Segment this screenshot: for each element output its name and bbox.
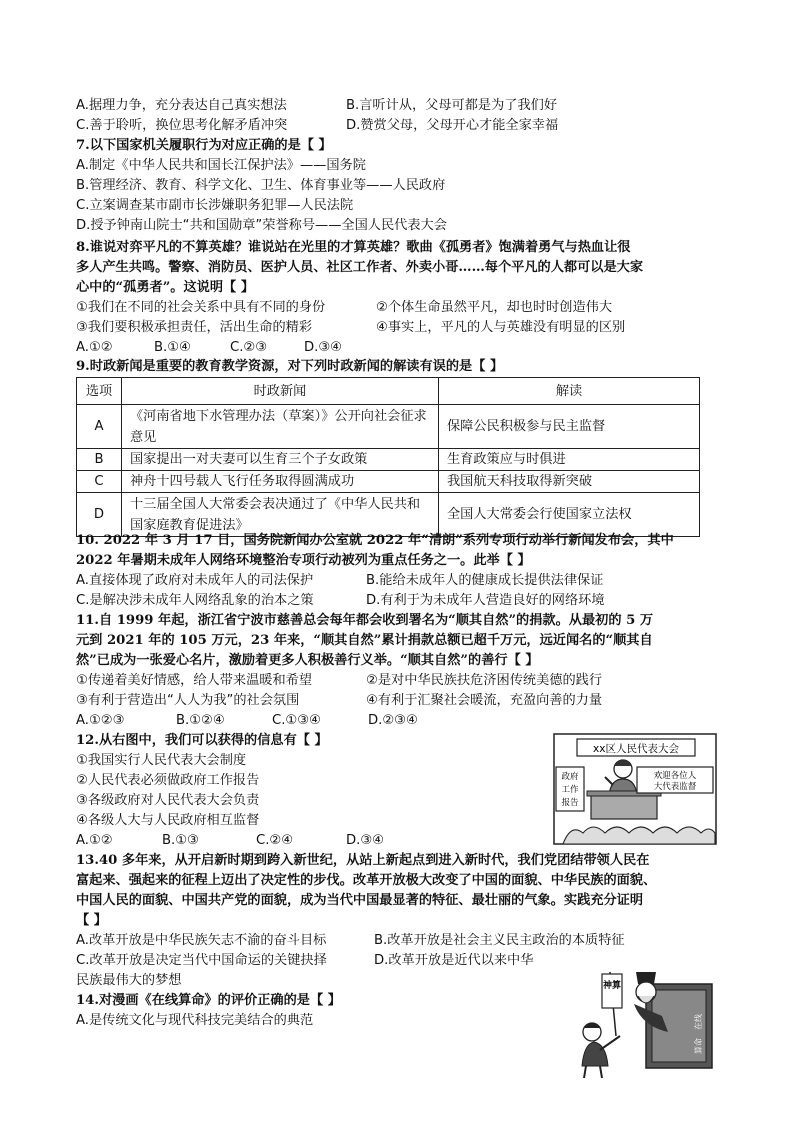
row-news: 神舟十四号载人飞行任务取得圆满成功 <box>122 471 439 493</box>
q7-stem: 7.以下国家机关履职行为对应正确的是【 】 <box>76 138 332 153</box>
q10-stem-line2: 2022 年暑期未成年人网络环境整治专项行动被列为重点任务之一。此举【 】 <box>76 553 531 568</box>
q11-statement-2: ②是对中华民族扶危济困传统美德的践行 <box>366 673 603 688</box>
q9-news-table <box>76 377 700 537</box>
table-header-interpretation: 解读 <box>439 378 700 405</box>
q7-option-a: A.制定《中华人民共和国长江保护法》——国务院 <box>76 158 366 173</box>
q10-option-c: C.是解决涉未成年人网络乱象的治本之策 <box>76 593 314 608</box>
table-row <box>77 493 700 537</box>
q7-option-d: D.授予钟南山院士“共和国勋章”荣誉称号——全国人民代表大会 <box>76 218 447 233</box>
q6-option-c: C.善于聆听，换位思考化解矛盾冲突 <box>76 118 288 133</box>
q11-option-c: C.①③④ <box>272 713 321 728</box>
q13-stem-line2: 富起来、强起来的征程上迈出了决定性的步伐。改革开放极大改变了中国的面貌、中华民族的面貌、 <box>76 873 657 888</box>
q11-option-d: D.②③④ <box>368 713 418 728</box>
q8-statement-4: ④事实上，平凡的人与英雄没有明显的区别 <box>376 320 626 335</box>
q6-option-b: B.言听计从，父母可都是为了我们好 <box>346 98 558 113</box>
table-header-news: 时政新闻 <box>122 378 439 405</box>
audience <box>563 827 715 844</box>
q10-option-d: D.有利于为未成年人营造良好的网络环境 <box>366 593 605 608</box>
q13-option-a: A.改革开放是中华民族矢志不渝的奋斗目标 <box>76 933 327 948</box>
q13-option-c: C.改革开放是决定当代中国命运的关键抉择 <box>76 953 327 968</box>
row-interpretation: 生育政策应与时俱进 <box>439 449 700 471</box>
q7-option-b: B.管理经济、教育、科学文化、卫生、体育事业等——人民政府 <box>76 178 446 193</box>
q11-stem-line3: 然”已成为一张爱心名片，激励着更多人积极善行义举。“顺其自然”的善行【 】 <box>76 653 539 668</box>
q14-stem: 14.对漫画《在线算命》的评价正确的是【 】 <box>76 993 341 1008</box>
q14-option-a: A.是传统文化与现代科技完美结合的典范 <box>76 1013 314 1028</box>
q6-option-a: A.据理力争，充分表达自己真实想法 <box>76 98 287 113</box>
q8-statement-1: ①我们在不同的社会关系中具有不同的身份 <box>76 300 326 315</box>
report-board-line3: 报告 <box>561 798 579 808</box>
q12-statement-4: ④各级人大与人民政府相互监督 <box>76 813 260 828</box>
q7-option-c: C.立案调查某市副市长涉嫌职务犯罪—人民法院 <box>76 198 354 213</box>
q12-statement-2: ②人民代表必须做政府工作报告 <box>76 773 260 788</box>
q12-statement-1: ①我国实行人民代表大会制度 <box>76 753 247 768</box>
q9-stem: 9.时政新闻是重要的教育教学资源，对下列时政新闻的解读有误的是【 】 <box>76 359 504 374</box>
q6-option-d: D.赞赏父母，父母开心才能全家幸福 <box>346 118 559 133</box>
q8-stem-line2: 多人产生共鸣。警察、消防员、医护人员、社区工作者、外卖小哥……每个平凡的人都可以是大家 <box>76 260 644 275</box>
q10-option-b: B.能给未成年人的健康成长提供法律保证 <box>366 573 604 588</box>
row-option: A <box>77 405 122 449</box>
q11-option-b: B.①②④ <box>176 713 225 728</box>
report-board-line2: 工作 <box>561 785 579 795</box>
q13-stem-line3: 中国人民的面貌、中国共产党的面貌，成为当代中国最显著的特征、最壮丽的气象。实践充分证明 <box>76 893 644 908</box>
q11-stem-line2: 元到 2021 年的 105 万元，23 年来，“顺其自然”累计捐款总额已超千万元，远近闻名的“顺其自 <box>76 633 653 648</box>
q12-option-d: D.③④ <box>346 833 384 848</box>
q13-option-d-continued: 民族最伟大的梦想 <box>76 973 182 988</box>
table-row <box>77 449 700 471</box>
q8-option-b: B.①④ <box>154 340 191 355</box>
row-news: 《河南省地下水管理办法（草案）》公开向社会征求意见 <box>122 405 439 449</box>
row-interpretation: 全国人大常委会行使国家立法权 <box>439 493 700 537</box>
q13-option-b: B.改革开放是社会主义民主政治的本质特征 <box>374 933 625 948</box>
row-option: B <box>77 449 122 471</box>
row-news: 国家提出一对夫妻可以生育三个子女政策 <box>122 449 439 471</box>
people-congress-cartoon <box>553 733 717 845</box>
q12-option-b: B.①③ <box>162 833 199 848</box>
q8-statement-2: ②个体生命虽然平凡，却也时时创造伟大 <box>376 300 613 315</box>
table-header-option: 选项 <box>77 378 122 405</box>
table-row <box>77 405 700 449</box>
q10-option-a: A.直接体现了政府对未成年人的司法保护 <box>76 573 314 588</box>
row-news: 十三届全国人大常委会表决通过了《中华人民共和国家庭教育促进法》 <box>122 493 439 537</box>
row-option: C <box>77 471 122 493</box>
q12-option-c: C.②④ <box>256 833 294 848</box>
row-option: D <box>77 493 122 537</box>
q10-stem-line1: 10. 2022 年 3 月 17 日，国务院新闻办公室就 2022 年“清朗”系列专项行动举行新闻发布会，其中 <box>76 533 674 548</box>
report-board-line1: 政府 <box>561 772 579 782</box>
q12-stem: 12.从右图中，我们可以获得的信息有【 】 <box>76 733 328 748</box>
q13-option-d: D.改革开放是近代以来中华 <box>374 953 534 968</box>
row-interpretation: 我国航天科技取得新突破 <box>439 471 700 493</box>
client-figure <box>582 1023 620 1078</box>
q8-option-a: A.①② <box>76 340 113 355</box>
q13-stem-line1: 13.40 多年来，从开启新时期到跨入新世纪，从站上新起点到进入新时代，我们党团结带领人民在 <box>76 853 650 868</box>
welcome-sign-line2: 大代表监督 <box>653 782 697 792</box>
q13-stem-line4: 【 】 <box>76 913 107 928</box>
q12-statement-3: ③各级政府对人民代表大会负责 <box>76 793 260 808</box>
fortune-flag <box>602 974 622 1008</box>
table-row <box>77 471 700 493</box>
welcome-sign-line1: 欢迎各位人 <box>653 771 697 781</box>
fortune-flag-text: 神算 <box>602 981 622 991</box>
banner-text: xx区人民代表大会 <box>593 743 679 755</box>
q8-statement-3: ③我们要积极承担责任，活出生命的精彩 <box>76 320 313 335</box>
table-header-row <box>77 378 700 405</box>
q11-stem-line1: 11.自 1999 年起，浙江省宁波市慈善总会每年都会收到署名为“顺其自然”的捐款。从最初的 5 万 <box>76 613 654 628</box>
q11-option-a: A.①②③ <box>76 713 125 728</box>
q8-option-c: C.②③ <box>230 340 268 355</box>
q11-statement-1: ①传递着美好情感，给人带来温暖和希望 <box>76 673 313 688</box>
q11-statement-3: ③有利于营造出“人人为我”的社会氛围 <box>76 693 300 708</box>
q8-option-d: D.③④ <box>304 340 342 355</box>
row-interpretation: 保障公民积极参与民主监督 <box>439 405 700 449</box>
screen-text-line1: 在线 <box>694 1014 703 1030</box>
q8-stem-line3: 心中的“孤勇者”。这说明【 】 <box>76 280 255 295</box>
q11-statement-4: ④有利于汇聚社会暖流，充盈向善的力量 <box>366 693 603 708</box>
screen-text-line2: 算命 <box>694 1038 703 1054</box>
q12-option-a: A.①② <box>76 833 113 848</box>
q8-stem-line1: 8.谁说对弈平凡的不算英雄？谁说站在光里的才算英雄？歌曲《孤勇者》饱满着勇气与热血让很 <box>76 240 631 255</box>
podium <box>591 793 657 819</box>
online-fortune-cartoon <box>576 966 714 1080</box>
